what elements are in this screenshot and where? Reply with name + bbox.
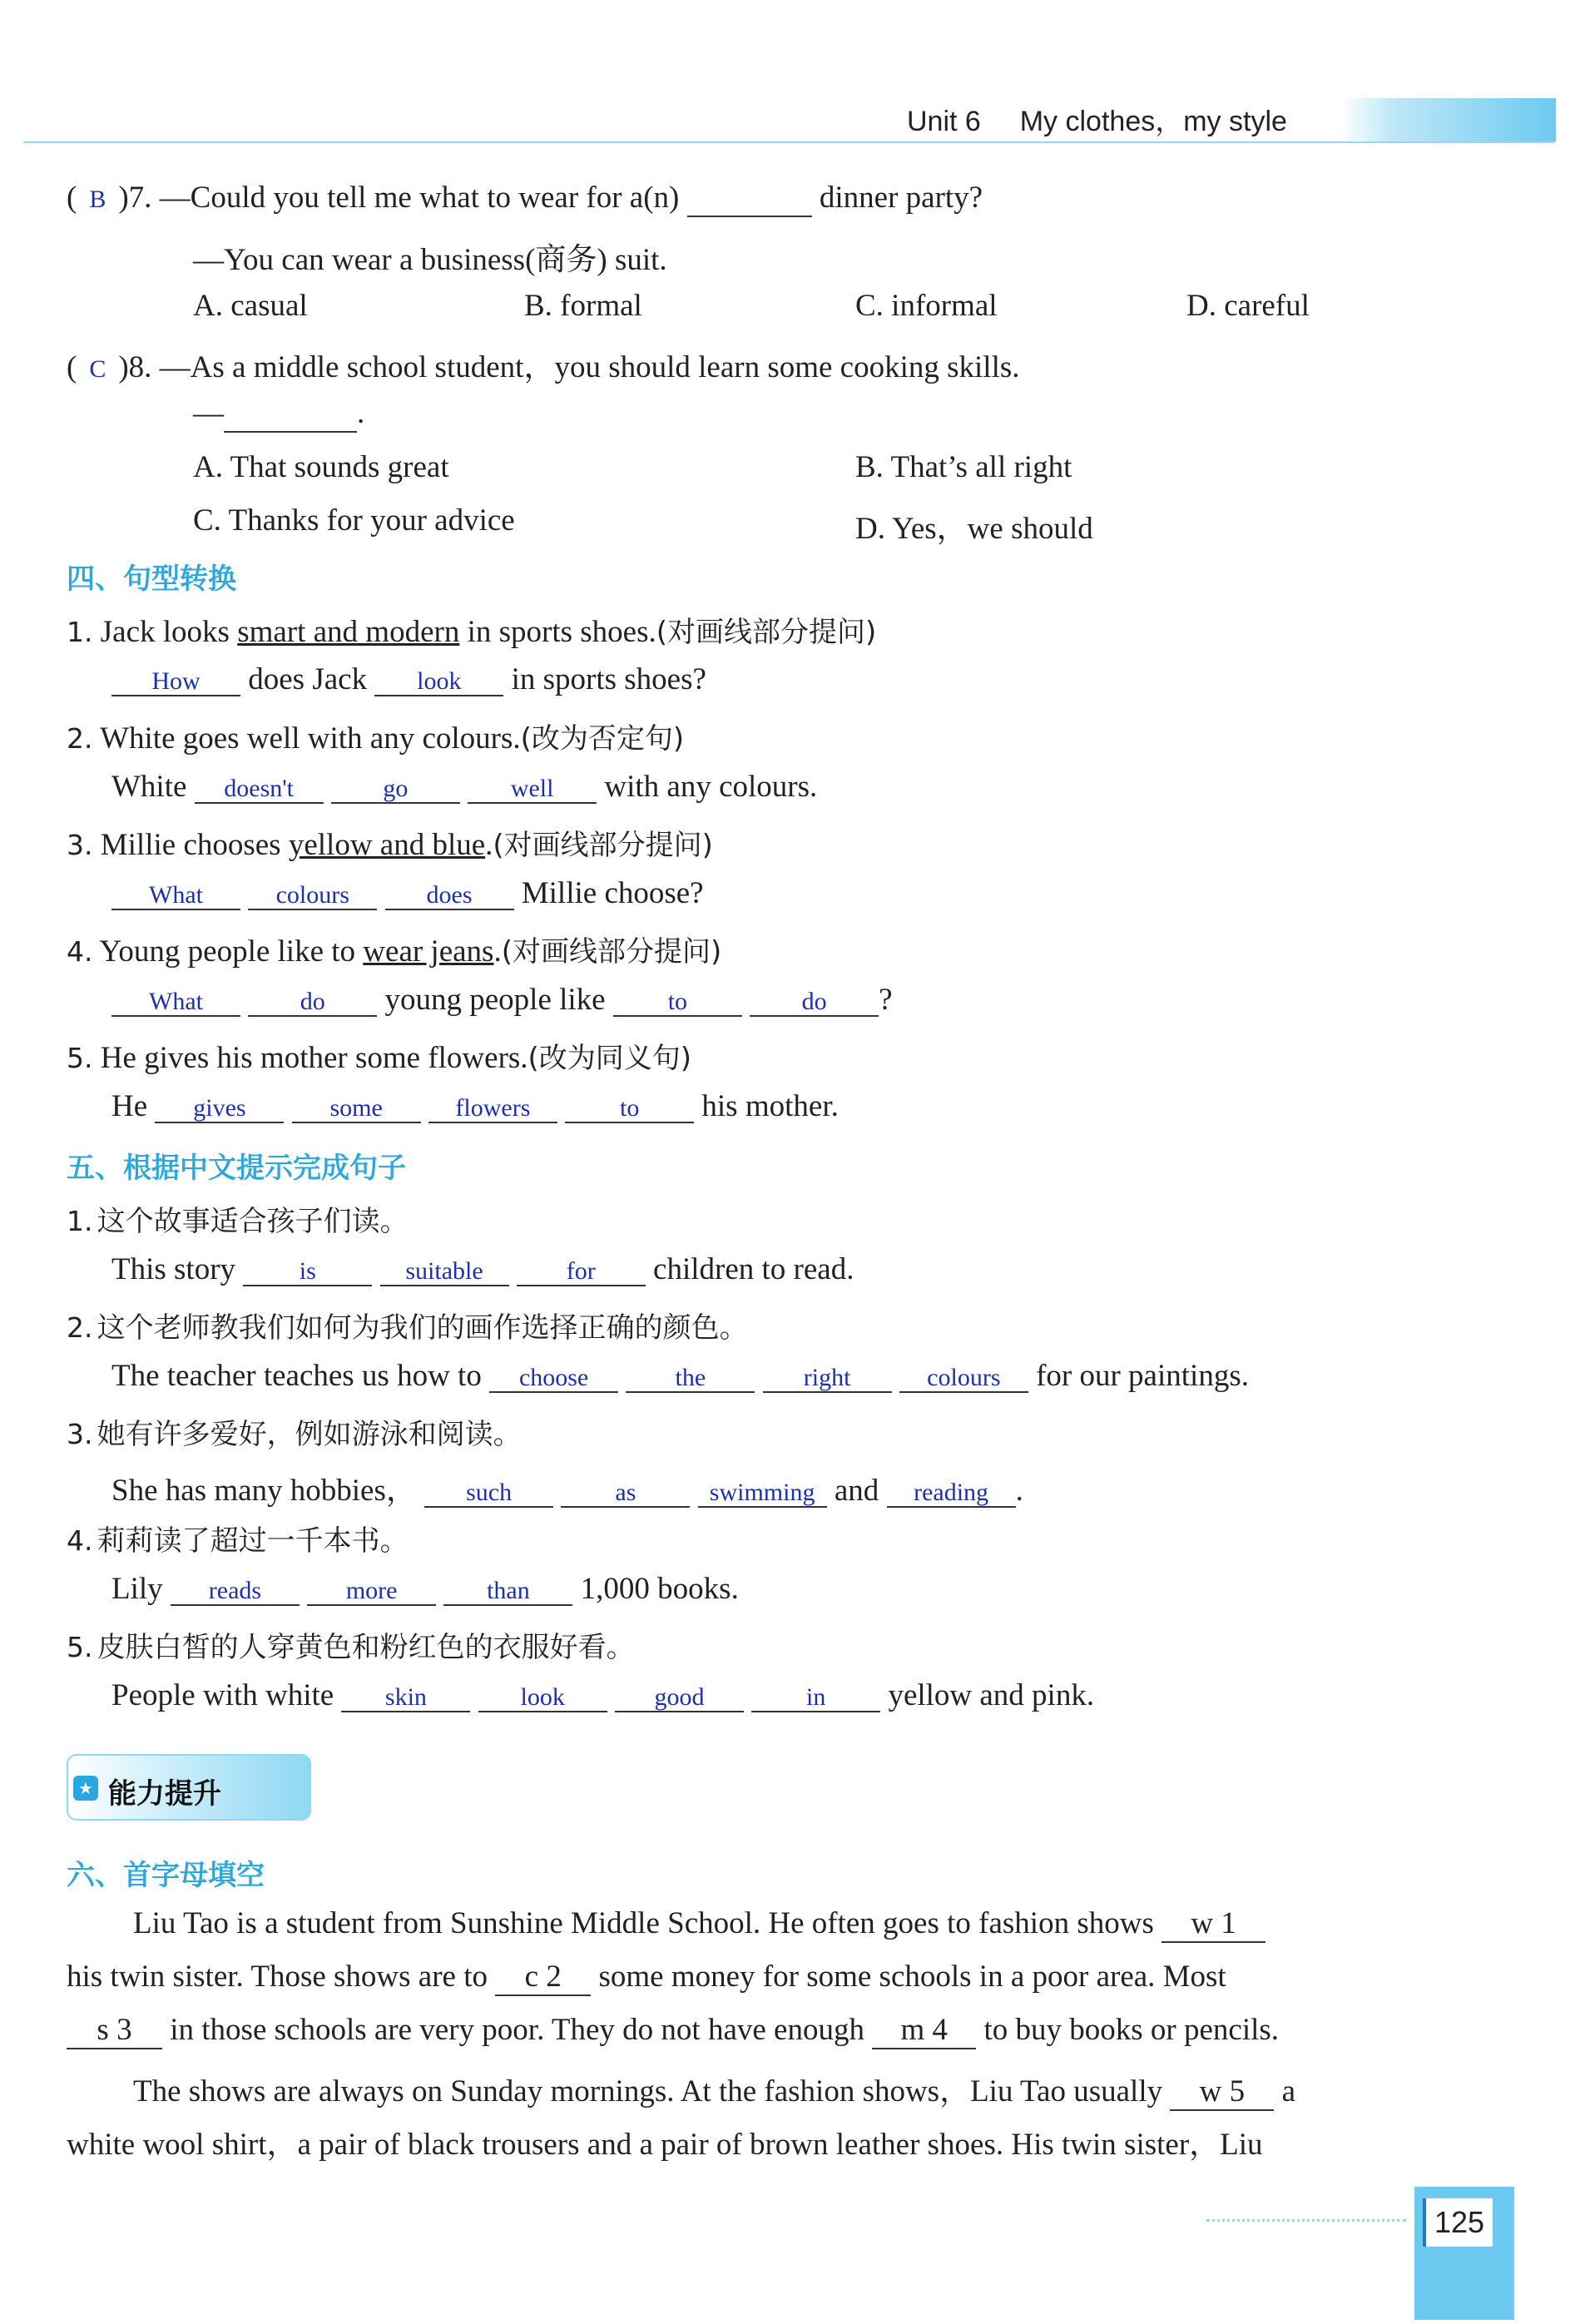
- q8-answer: C: [89, 355, 106, 383]
- q7-line2: —You can wear a business(商务) suit.: [193, 243, 667, 277]
- s4-q5-answer: He gives some flowers to his mother.: [111, 1089, 839, 1123]
- s5-q4-cn: 4. 莉莉读了超过一千本书。: [67, 1524, 409, 1558]
- s4-q4-answer: What do young people like to do ?: [111, 982, 893, 1018]
- unit-label: Unit 6: [907, 106, 981, 137]
- q7-option-c: C. informal: [855, 289, 998, 323]
- s5-q3-cn: 3. 她有许多爱好，例如游泳和阅读。: [67, 1418, 522, 1451]
- s5-q1-answer: This story is suitable for children to read.: [111, 1252, 854, 1286]
- s4-q1: 1. Jack looks smart and modern in sports shoes.(对画线部分提问): [67, 615, 877, 649]
- s4-q2: 2. White goes well with any colours.(改为否定句): [67, 721, 685, 756]
- q7-option-b: B. formal: [524, 289, 642, 323]
- q8-stem: ( C )8. —As a middle school student，you should learn some cooking skills.: [67, 350, 1020, 384]
- s4-q3-answer: What colours does Millie choose?: [111, 875, 704, 911]
- q8-line2: — .: [193, 395, 364, 433]
- s6-line5: white wool shirt，a pair of black trousers and a pair of brown leather shoes. His twin sister，Liu: [67, 2128, 1263, 2162]
- q8-option-b: B. That’s all right: [855, 450, 1072, 484]
- s5-q3-answer: She has many hobbies， such as swimming and reading .: [111, 1474, 1023, 1508]
- s5-q4-answer: Lily reads more than 1,000 books.: [111, 1572, 739, 1606]
- s5-q2-answer: The teacher teaches us how to choose the right colours for our paintings.: [111, 1359, 1249, 1393]
- footer-dots: [1206, 2219, 1406, 2222]
- s4-q3: 3. Millie chooses yellow and blue.(对画线部分提问): [67, 828, 713, 862]
- page-header: [907, 98, 1287, 139]
- s5-q5-answer: People with white skin look good in yellow and pink.: [111, 1678, 1095, 1712]
- unit-title: My clothes，my style: [1019, 106, 1287, 137]
- section6-title: 六、首字母填空: [67, 1859, 265, 1892]
- ability-banner: [67, 1754, 311, 1821]
- section4-title: 四、句型转换: [67, 562, 236, 596]
- page-number: 125: [1423, 2198, 1493, 2247]
- q7-option-d: D. careful: [1186, 289, 1310, 323]
- s6-line2: his twin sister. Those shows are to c 2 some money for some schools in a poor area. Most: [67, 1959, 1226, 1996]
- page-number-tab: [1414, 2187, 1514, 2320]
- star-icon: ★: [73, 1776, 98, 1801]
- s6-line1: Liu Tao is a student from Sunshine Middle School. He often goes to fashion shows w 1: [133, 1905, 1265, 1943]
- banner-label: 能力提升: [108, 1777, 221, 1811]
- q7-answer: B: [89, 186, 106, 213]
- s4-q2-answer: White doesn't go well with any colours.: [111, 770, 818, 804]
- s4-q5: 5. He gives his mother some flowers.(改为同义句): [67, 1041, 692, 1075]
- header-rule: [23, 141, 1554, 143]
- q8-option-d: D. Yes，we should: [855, 512, 1093, 546]
- header-stripe: [1340, 98, 1556, 141]
- s4-q4: 4. Young people like to wear jeans.(对画线部分提问): [67, 934, 722, 969]
- s5-q5-cn: 5. 皮肤白皙的人穿黄色和粉红色的衣服好看。: [67, 1631, 635, 1664]
- q7-option-a: A. casual: [193, 289, 308, 323]
- q7-stem: ( B )7. —Could you tell me what to wear for a(n) dinner party?: [67, 180, 983, 217]
- q8-option-a: A. That sounds great: [193, 450, 449, 484]
- s5-q2-cn: 2. 这个老师教我们如何为我们的画作选择正确的颜色。: [67, 1311, 748, 1345]
- s6-line4: The shows are always on Sunday mornings. At the fashion shows，Liu Tao usually w 5 a: [133, 2065, 1295, 2111]
- s4-q1-answer: How does Jack look in sports shoes?: [111, 662, 706, 697]
- q8-option-c: C. Thanks for your advice: [193, 503, 515, 538]
- s6-line3: s 3 in those schools are very poor. They do not have enough m 4 to buy books or pencils.: [67, 2012, 1279, 2049]
- section5-title: 五、根据中文提示完成句子: [67, 1152, 406, 1185]
- s5-q1-cn: 1. 这个故事适合孩子们读。: [67, 1205, 409, 1238]
